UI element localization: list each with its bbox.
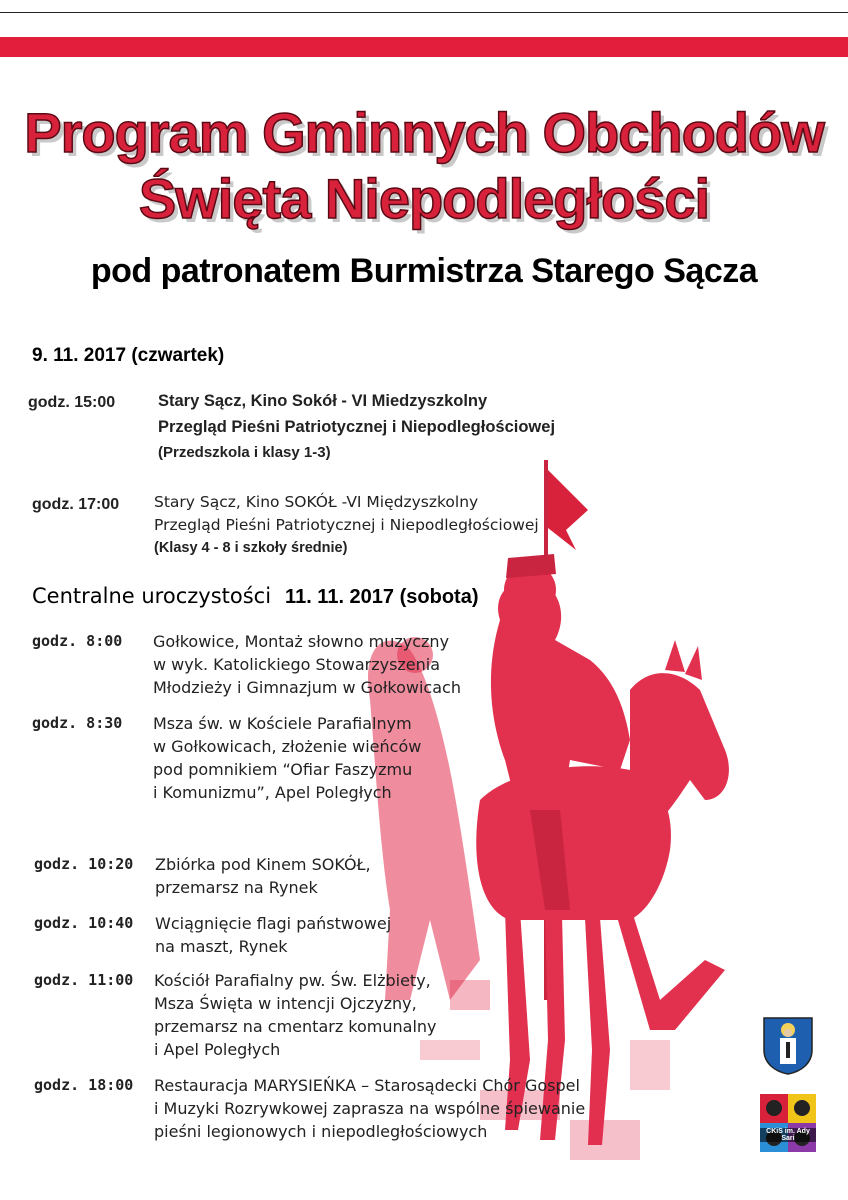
event-line: Przegląd Pieśni Patriotycznej i Niepodległościowej	[158, 418, 556, 436]
event-time: godz. 8:00	[32, 632, 123, 650]
poster-title-line-2: Święta Niepodległości	[138, 167, 710, 230]
event-line: i Komunizmu”, Apel Poległych	[153, 783, 392, 802]
event-line: w wyk. Katolickiego Stowarzyszenia	[153, 655, 441, 674]
day2-title: Centralne uroczystości	[32, 584, 272, 608]
event-line: Młodzieży i Gimnazjum w Gołkowicach	[153, 678, 461, 697]
event-description	[154, 491, 539, 560]
day2-heading	[32, 584, 478, 609]
event-line: Kościół Parafialny pw. Św. Elżbiety,	[154, 971, 431, 990]
event-time: godz. 10:40	[34, 914, 134, 932]
event-time: godz. 15:00	[28, 394, 116, 411]
event-note: (Przedszkola i klasy 1-3)	[158, 444, 331, 461]
ckis-portraits-icon	[760, 1094, 816, 1152]
top-red-band	[0, 37, 848, 57]
event-note: (Klasy 4 - 8 i szkoły średnie)	[154, 540, 348, 556]
event-description	[153, 712, 421, 804]
event-line: Stary Sącz, Kino Sokół - VI Miedzyszkolny	[158, 392, 488, 410]
event-time: godz. 8:30	[32, 714, 123, 732]
event-line: na maszt, Rynek	[155, 937, 288, 956]
top-rule	[0, 12, 848, 13]
event-time: godz. 11:00	[34, 971, 134, 989]
event-description	[154, 969, 437, 1061]
event-line: Msza Święta w intencji Ojczyzny,	[154, 994, 417, 1013]
event-time: godz. 18:00	[34, 1076, 134, 1094]
event-line: pod pomnikiem “Ofiar Faszyzmu	[153, 760, 413, 779]
event-description	[155, 853, 371, 899]
event-line: Restauracja MARYSIEŃKA – Starosądecki Chór Gospel	[154, 1076, 580, 1095]
day2-date: 11. 11. 2017 (sobota)	[285, 586, 479, 608]
coat-of-arms-icon	[762, 1016, 814, 1076]
poster-subtitle: pod patronatem Burmistrza Starego Sącza	[90, 252, 758, 290]
event-line: pieśni legionowych i niepodległościowych	[154, 1122, 488, 1141]
event-line: i Apel Poległych	[154, 1040, 281, 1059]
event-line: Wciągnięcie flagi państwowej	[155, 914, 392, 933]
event-line: i Muzyki Rozrywkowej zaprasza na wspólne śpiewanie	[154, 1099, 586, 1118]
event-description	[158, 388, 555, 466]
event-description	[153, 630, 461, 699]
event-time: godz. 17:00	[32, 496, 120, 513]
event-line: Zbiórka pod Kinem SOKÓŁ,	[155, 855, 371, 874]
event-line: Msza św. w Kościele Parafialnym	[153, 714, 412, 733]
event-line: przemarsz na Rynek	[155, 878, 318, 897]
event-time: godz. 10:20	[34, 855, 134, 873]
day1-date: 9. 11. 2017 (czwartek)	[32, 345, 225, 366]
event-line: w Gołkowicach, złożenie wieńców	[153, 737, 422, 756]
event-description	[155, 912, 391, 958]
event-line: Gołkowice, Montaż słowno muzyczny	[153, 632, 450, 651]
event-line: Przegląd Pieśni Patriotycznej i Niepodległościowej	[154, 516, 539, 534]
ckis-label: CKiS im. Ady Sari	[760, 1128, 816, 1142]
ckis-logo	[760, 1094, 816, 1152]
event-description	[154, 1074, 585, 1143]
event-line: Stary Sącz, Kino SOKÓŁ -VI Międzyszkolny	[154, 493, 479, 511]
poster-title-line-1: Program Gminnych Obchodów	[24, 101, 824, 164]
event-line: przemarsz na cmentarz komunalny	[154, 1017, 437, 1036]
